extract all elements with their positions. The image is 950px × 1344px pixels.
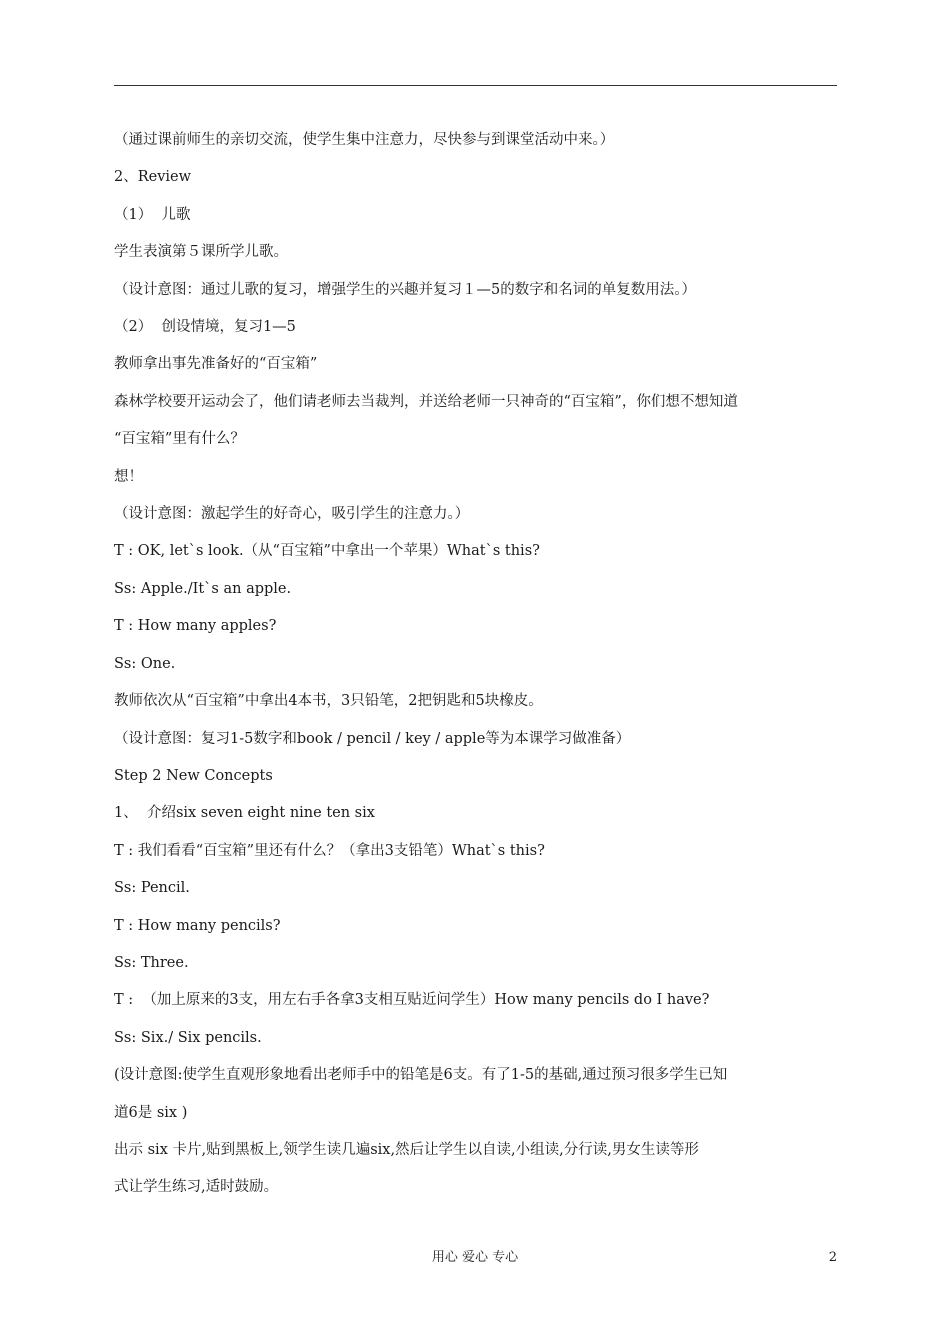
- text-line: 学生表演第５课所学儿歌。: [114, 244, 288, 261]
- text-line: 森林学校要开运动会了，他们请老师去当裁判，并送给老师一只神奇的“百宝箱”，你们想不想知道: [114, 393, 738, 410]
- text-line: （设计意图：复习1-5数字和book / pencil / key / apple等为本课学习做准备）: [114, 730, 631, 747]
- text-line: Step 2 New Concepts: [114, 767, 273, 784]
- text-line: Ss: Pencil.: [114, 880, 190, 897]
- text-line: （2） 创设情境，复习1—5: [114, 319, 296, 336]
- text-line: 教师拿出事先准备好的“百宝箱”: [114, 356, 318, 373]
- text-line: T : How many pencils?: [114, 917, 281, 934]
- text-line: (设计意图:使学生直观形象地看出老师手中的铅笔是6支。有了1-5的基础,通过预习很多学生已知: [114, 1067, 728, 1084]
- header-rule: [114, 85, 837, 86]
- text-line: 教师依次从“百宝箱”中拿出4本书，3只铅笔，2把钥匙和5块橡皮。: [114, 693, 543, 710]
- text-line: T : 我们看看“百宝箱”里还有什么？（拿出3支铅笔）What`s this?: [114, 842, 545, 859]
- document-body: [114, 122, 837, 1207]
- text-line: （设计意图：通过儿歌的复习，增强学生的兴趣并复习１—5的数字和名词的单复数用法。）: [114, 281, 696, 298]
- text-line: Ss: Six./ Six pencils.: [114, 1029, 262, 1046]
- text-line: Ss: Apple./It`s an apple.: [114, 580, 292, 597]
- text-line: （1） 儿歌: [114, 206, 191, 223]
- text-line: 1、 介绍six seven eight nine ten six: [114, 805, 375, 822]
- text-line: （设计意图：激起学生的好奇心，吸引学生的注意力。）: [114, 506, 470, 523]
- page-number: 2: [828, 1250, 837, 1265]
- text-line: “百宝箱”里有什么？: [114, 431, 245, 448]
- text-line: 想！: [114, 468, 143, 485]
- text-line: （通过课前师生的亲切交流，使学生集中注意力，尽快参与到课堂活动中来。）: [114, 132, 615, 148]
- text-line: 式让学生练习,适时鼓励。: [114, 1179, 279, 1196]
- footer-motto: 用心 爱心 专心: [431, 1250, 519, 1265]
- text-line: 出示 six 卡片,贴到黑板上,领学生读几遍six,然后让学生以自读,小组读,分行读,男女生读等形: [114, 1141, 699, 1158]
- text-line: T : OK, let`s look.（从“百宝箱”中拿出一个苹果）What`s this?: [114, 543, 540, 560]
- text-line: 2、Review: [114, 169, 192, 186]
- text-line: T : （加上原来的3支，用左右手各拿3支相互贴近问学生）How many pencils do I have?: [114, 992, 710, 1009]
- text-line: T : How many apples?: [114, 618, 277, 635]
- text-line: Ss: Three.: [114, 954, 189, 971]
- text-line: Ss: One.: [114, 655, 176, 672]
- text-line: 道6是 six ): [114, 1104, 188, 1121]
